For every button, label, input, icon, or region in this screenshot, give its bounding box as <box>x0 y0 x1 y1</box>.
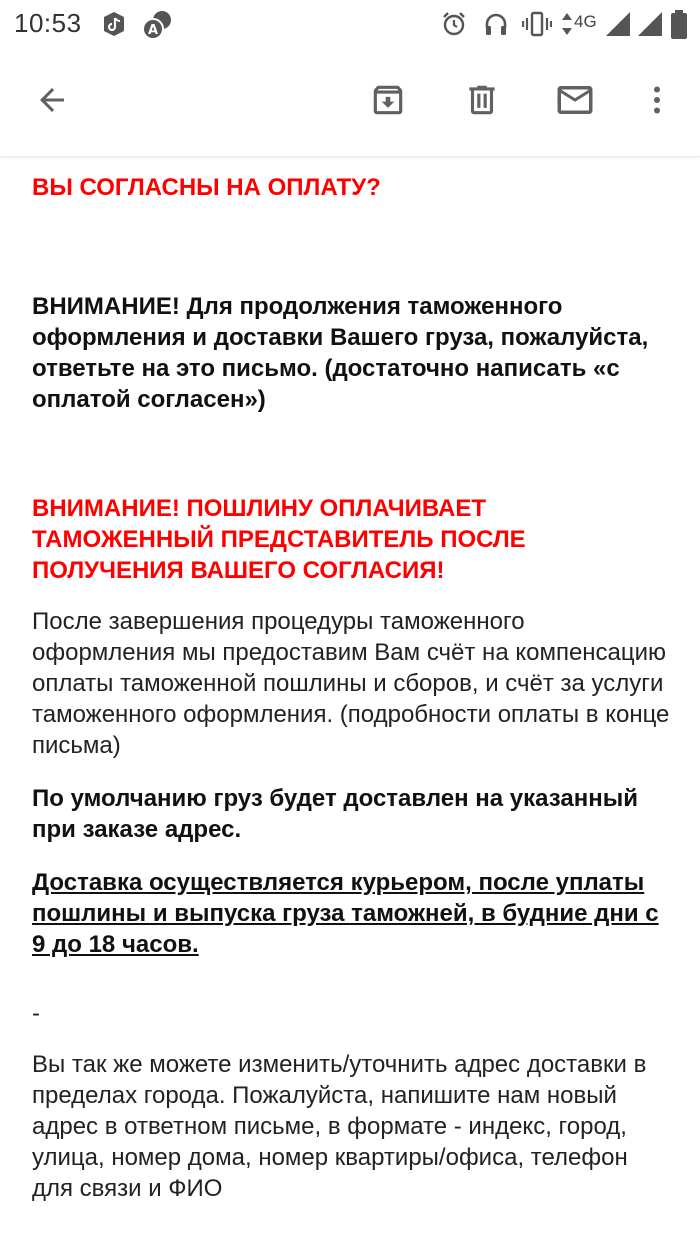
status-time: 10:53 <box>14 8 82 38</box>
archive-icon <box>369 81 407 119</box>
back-button[interactable] <box>24 72 80 128</box>
vibrate-icon <box>522 10 550 38</box>
headphones-icon <box>482 10 510 38</box>
after-procedure-paragraph: После завершения процедуры таможенного оформления мы предоставим Вам счёт на компенсацию оплаты таможенной пошлины и сборов, и счёт за услуги таможенного оформления. (подробности оплаты в конце письма) <box>32 608 670 759</box>
delete-button[interactable] <box>454 72 510 128</box>
alarm-icon <box>440 10 468 38</box>
email-body <box>32 168 672 1204</box>
attention-paragraph: ВНИМАНИЕ! Для продолжения таможенного оформления и доставки Вашего груза, пожалуйста, ответьте на это письмо. (достаточно написать «с оплатой согласен») <box>32 293 649 413</box>
change-address-paragraph: Вы так же можете изменить/уточнить адрес доставки в пределах города. Пожалуйста, напишите нам новый адрес в ответном письме, в формате - индекс, город, улица, номер дома, номер квартиры/офиса, телефон для связи и ФИО <box>32 1051 647 1202</box>
app-notification-icon <box>100 10 128 38</box>
mark-unread-button[interactable] <box>547 72 603 128</box>
default-delivery-paragraph: По умолчанию груз будет доставлен на указанный при заказе адрес. <box>32 785 638 843</box>
svg-text:A: A <box>147 23 159 38</box>
battery-icon <box>670 10 688 38</box>
duty-warning: ВНИМАНИЕ! ПОШЛИНУ ОПЛАЧИВАЕТ ТАМОЖЕННЫЙ ПРЕДСТАВИТЕЛЬ ПОСЛЕ ПОЛУЧЕНИЯ ВАШЕГО СОГЛАСИЯ! <box>32 495 526 584</box>
translate-notification-icon <box>142 10 170 38</box>
mail-icon <box>554 79 596 121</box>
trash-icon <box>463 81 501 119</box>
more-options-button[interactable] <box>629 72 685 128</box>
status-bar <box>0 0 700 50</box>
signal-strength-sim2-icon <box>636 10 664 38</box>
arrow-back-icon <box>34 82 70 118</box>
network-type: 4G <box>574 12 597 31</box>
dash-separator: - <box>32 1000 40 1027</box>
courier-delivery-paragraph: Доставка осуществляется курьером, после уплаты пошлины и выпуска груза таможней, в будние дни с 9 до 18 часов. <box>32 869 659 958</box>
more-vert-icon <box>639 82 675 118</box>
data-activity-icon <box>560 10 574 38</box>
email-app-bar <box>0 50 700 157</box>
email-heading: ВЫ СОГЛАСНЫ НА ОПЛАТУ? <box>32 174 381 201</box>
archive-button[interactable] <box>360 72 416 128</box>
signal-strength-icon <box>604 10 632 38</box>
